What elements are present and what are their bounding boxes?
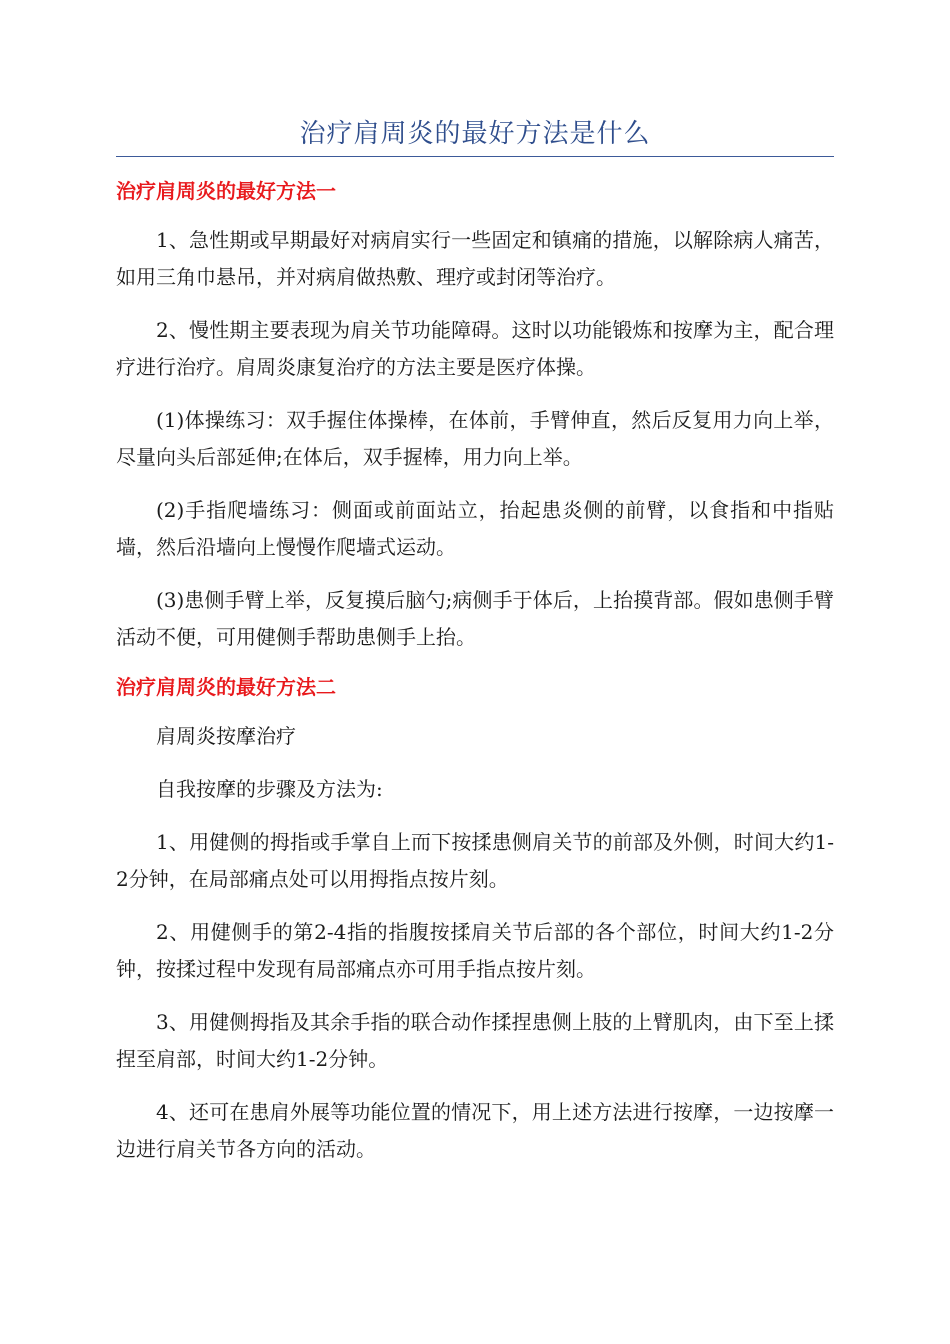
paragraph: 肩周炎按摩治疗 — [156, 724, 296, 748]
paragraph: (3)患侧手臂上举，反复摸后脑勺;病侧手于体后，上抬摸背部。假如患侧手臂活动不便，可用健侧手帮助患侧手上抬。 — [116, 588, 834, 649]
section-2 — [116, 672, 834, 1168]
paragraph: 1、用健侧的拇指或手掌自上而下按揉患侧肩关节的前部及外侧，时间大约1-2分钟，在局部痛点处可以用拇指点按片刻。 — [116, 830, 834, 891]
paragraph: (1)体操练习：双手握住体操棒，在体前，手臂伸直，然后反复用力向上举，尽量向头后部延伸;在体后，双手握棒，用力向上举。 — [116, 408, 834, 469]
paragraph: (2)手指爬墙练习：侧面或前面站立，抬起患炎侧的前臂，以食指和中指贴墙，然后沿墙向上慢慢作爬墙式运动。 — [116, 498, 834, 559]
section-1 — [116, 176, 834, 656]
paragraph: 自我按摩的步骤及方法为: — [156, 777, 383, 801]
title-divider — [116, 156, 834, 157]
section-heading: 治疗肩周炎的最好方法一 — [116, 179, 336, 203]
document-body — [116, 176, 834, 1184]
document-title: 治疗肩周炎的最好方法是什么 — [299, 119, 651, 149]
paragraph: 2、用健侧手的第2-4指的指腹按揉肩关节后部的各个部位，时间大约1-2分钟，按揉过程中发现有局部痛点亦可用手指点按片刻。 — [116, 920, 834, 981]
paragraph: 1、急性期或早期最好对病肩实行一些固定和镇痛的措施，以解除病人痛苦，如用三角巾悬吊，并对病肩做热敷、理疗或封闭等治疗。 — [116, 228, 834, 289]
section-heading: 治疗肩周炎的最好方法二 — [116, 675, 336, 699]
paragraph: 4、还可在患肩外展等功能位置的情况下，用上述方法进行按摩，一边按摩一边进行肩关节各方向的活动。 — [116, 1100, 834, 1161]
paragraph: 3、用健侧拇指及其余手指的联合动作揉捏患侧上肢的上臂肌肉，由下至上揉捏至肩部，时间大约1-2分钟。 — [116, 1010, 834, 1071]
paragraph: 2、慢性期主要表现为肩关节功能障碍。这时以功能锻炼和按摩为主，配合理疗进行治疗。肩周炎康复治疗的方法主要是医疗体操。 — [116, 318, 834, 379]
